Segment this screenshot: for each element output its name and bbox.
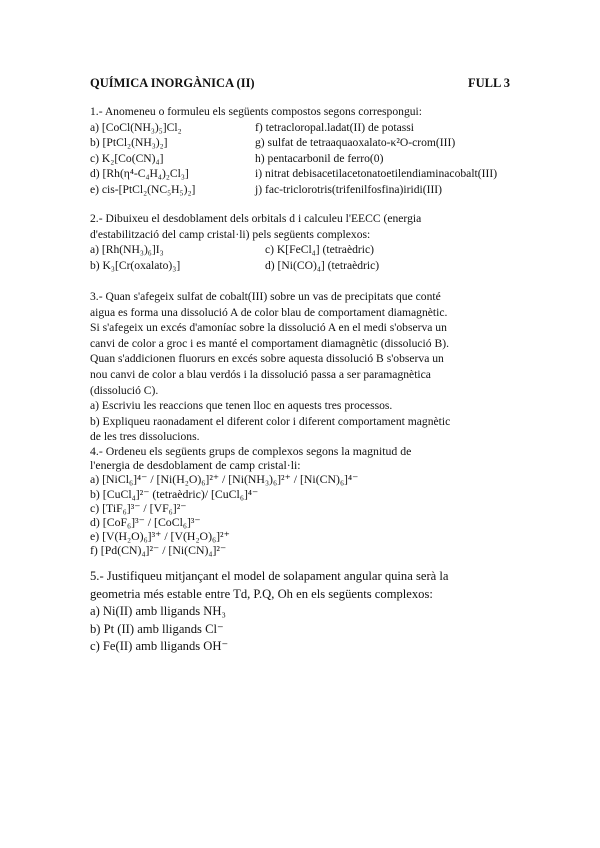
question-1 [90, 104, 510, 198]
question-1-item-c: c) K₂[Co(CN)₄] [90, 151, 164, 165]
question-3-line: aigua es forma una dissolució A de color blau de comportament diamagnètic. [90, 305, 448, 319]
question-2-item-a: a) [Rh(NH₃)₆]I₃ [90, 243, 164, 257]
question-1-item-j: j) fac-triclorotris(trifenilfosfina)iridi(III) [255, 182, 443, 196]
question-1-item-h: h) pentacarbonil de ferro(0) [255, 151, 384, 165]
question-1-item-d: d) [Rh(η⁴-C₄H₄)₂Cl₃] [90, 167, 189, 181]
question-5-item-b: b) Pt (II) amb lligands Cl⁻ [90, 621, 224, 636]
question-1-row [90, 182, 510, 198]
course-title: QUÍMICA INORGÀNICA (II) [90, 76, 255, 90]
question-3-line: (dissolució C). [90, 383, 159, 397]
question-4-intro-line-1: 4.- Ordeneu els següents grups de complexos segons la magnitud de [90, 444, 412, 458]
question-1-intro: 1.- Anomeneu o formuleu els següents compostos segons correspongui: [90, 105, 422, 118]
page-header [90, 76, 510, 91]
question-3 [90, 289, 510, 445]
question-1-row [90, 135, 510, 151]
question-2-row [90, 258, 510, 274]
question-1-item-a: a) [CoCl(NH₃)₅]Cl₂ [90, 120, 182, 134]
question-4 [90, 444, 510, 558]
question-1-row [90, 120, 510, 136]
question-4-item-d: d) [CoF₆]³⁻ / [CoCl₆]³⁻ [90, 515, 201, 530]
question-1-item-e: e) cis-[PtCl₂(NC₅H₅)₂] [90, 182, 196, 196]
question-5-intro-line-1: 5.- Justifiqueu mitjançant el model de solapament angular quina serà la [90, 569, 449, 583]
question-1-row [90, 151, 510, 167]
sheet-number: FULL 3 [467, 76, 510, 90]
question-4-item-b: b) [CuCl₄]²⁻ (tetraèdric)/ [CuCl₆]⁴⁻ [90, 486, 259, 501]
question-1-item-f: f) tetracloropal.ladat(II) de potassi [255, 120, 415, 134]
question-2-row [90, 242, 510, 258]
question-5 [90, 568, 510, 656]
question-3-line: Quan s'addicionen fluorurs en excés sobre aquesta dissolució B s'observa un [90, 352, 444, 366]
question-4-intro-line-2: l'energia de desdoblament de camp cristal·li: [90, 458, 301, 473]
question-3-part-a: a) Escriviu les reaccions que tenen lloc en aquests tres processos. [90, 399, 393, 413]
question-1-item-b: b) [PtCl₂(NH₃)₂] [90, 136, 168, 150]
question-3-part-b: b) Expliqueu raonadament el diferent color i diferent comportament magnètic [90, 414, 451, 428]
question-5-intro-line-2: geometria més estable entre Td, P.Q, Oh en els següents complexos: [90, 586, 433, 601]
question-3-line: canvi de color a groc i es manté el comportament diamagnètic (dissolució B). [90, 336, 449, 350]
question-2-item-c: c) K[FeCl₄] (tetraèdric) [265, 243, 374, 257]
question-3-line: Si s'afegeix un excés d'amoníac sobre la dissolució A en el medi s'observa un [90, 321, 447, 335]
question-1-item-i: i) nitrat debisacetilacetonatoetilendiaminacobalt(III) [255, 167, 498, 181]
question-4-item-c: c) [TiF₆]³⁻ / [VF₆]²⁻ [90, 500, 187, 515]
question-2-item-d: d) [Ni(CO)₄] (tetraèdric) [265, 258, 380, 272]
question-2-item-b: b) K₃[Cr(oxalato)₃] [90, 258, 181, 272]
question-1-item-g: g) sulfat de tetraaquaoxalato-κ²O-crom(III) [255, 136, 456, 150]
question-3-line: de les tres dissolucions. [90, 430, 200, 444]
question-4-item-a: a) [NiCl₆]⁴⁻ / [Ni(H₂O)₆]²⁺ / [Ni(NH₃)₆]²⁺ / [Ni(CN)₆]⁴⁻ [90, 472, 359, 487]
question-3-line: nou canvi de color a blau verdós i la dissolució passa a ser paramagnètica [90, 367, 431, 381]
question-5-item-c: c) Fe(II) amb lligands OH⁻ [90, 639, 229, 653]
question-4-item-e: e) [V(H₂O)₆]³⁺ / [V(H₂O)₆]²⁺ [90, 529, 230, 544]
question-4-item-f: f) [Pd(CN)₄]²⁻ / [Ni(CN)₄]²⁻ [90, 543, 227, 558]
question-2 [90, 211, 510, 273]
question-2-intro-line-1: 2.- Dibuixeu el desdoblament dels orbitals d i calculeu l'EECC (energia [90, 212, 422, 225]
question-1-row [90, 166, 510, 182]
question-5-item-a: a) Ni(II) amb lligands NH₃ [90, 604, 226, 618]
question-2-intro-line-2: d'estabilització del camp cristal·li) pels següents complexos: [90, 227, 371, 241]
question-3-line: 3.- Quan s'afegeix sulfat de cobalt(III) sobre un vas de precipitats que conté [90, 290, 441, 303]
